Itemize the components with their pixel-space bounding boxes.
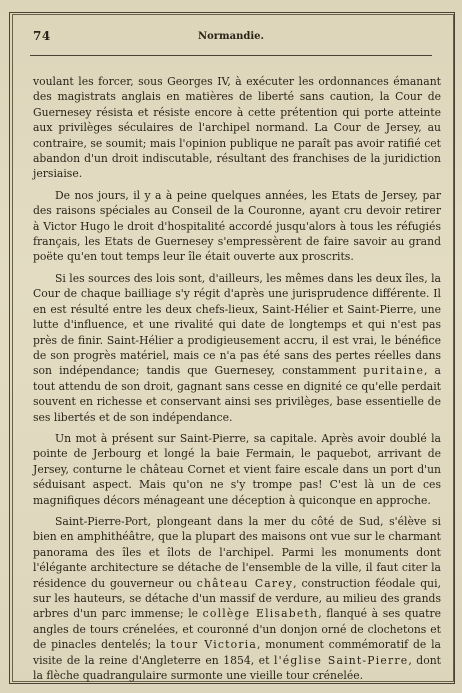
paragraph-1 — [33, 74, 441, 182]
emphasis-college-elisabeth: collège Elisabeth — [202, 607, 319, 621]
paragraph-2 — [33, 188, 441, 265]
text-segment: Si les sources des lois sont, d'ailleurs, les mêmes dans les deux îles, la Cour de chaque bailliage s'y régit d'après une jurisprudence différente. Il en est résulté entre les deux chefs-lieux, Saint-Hélier et Saint-Pierre, une lutte d'influence, et une rivalité qui date de longtemps et qui n'est pas près de finir. Saint-Hélier a prodigieusement accru, il est vrai, le bénéfice de son progrès matériel, mais ce n'a pas été sans des pertes réelles dans son indépendance; tandis que Guernesey, constamment — [33, 271, 441, 378]
text-segment: voulant les forcer, sous Georges IV, à exécuter les ordonnances émanant des magistrats anglais en matières de liberté sans caution, la Cour de Guernesey résista et résiste encore à cette prétention qui porte atteinte aux privilèges séculaires de l'archipel normand. La Cour de Jersey, au contraire, se soumit; mais l'opinion publique ne paraît pas avoir ratifié cet abandon d'un droit indiscutable, résultant des franchises de la juridiction jersiaise. — [33, 75, 441, 181]
text-segment: , monument commémoratif de la visite de la reine d'Angleterre en 1854, et — [33, 638, 441, 667]
text-segment: , a tout attendu de son droit, gagnant sans cesse en dignité ce qu'elle perdait souvent en richesse et conservant ainsi ses privilèges, base essentielle de ses libertés et de son indépendance. — [33, 364, 441, 424]
page-number: 74 — [33, 29, 51, 43]
text-segment: Un mot à présent sur Saint-Pierre, sa capitale. Après avoir doublé la pointe de Jerbourg et longé la baie Fermain, le paquebot, arrivant de Jersey, conturne le château Cornet et vient faire escale dans un port d'un séduisant aspect. Mais qu'on ne s'y trompe pas! C'est là un de ces magnifiques décors ménageant une déception à quiconque en approche. — [33, 431, 441, 507]
header-rule — [30, 55, 432, 56]
text-segment: Saint-Pierre-Port, plongeant dans la mer du côté de Sud, s'élève si bien en amphithéâtre, que la plupart des maisons ont vue sur le charmant panorama des îles et îlots de l'archipel. Parmi les monuments dont l'élégante architecture se détache de l'ensemble de la ville, il faut citer la résidence du gouverneur ou — [33, 514, 441, 590]
running-title: Normandie. — [197, 31, 265, 42]
paragraph-3 — [33, 271, 441, 425]
text-segment: De nos jours, il y a à peine quelques années, les Etats de Jersey, par des raisons spéciales au Conseil de la Couronne, ayant cru devoir retirer à Victor Hugo le droit d'hospitalité accordé jusqu'alors à tous les réfugiés français, les Etats de Guernesey s'empressèrent de faire savoir au grand poëte qu'en tout temps leur île était ouverte aux proscrits. — [33, 188, 441, 264]
text-segment: , construction féodale qui, sur les hauteurs, se détache d'un massif de verdure, au milieu des grands arbres d'un parc immense; le — [33, 576, 441, 621]
text-segment: , dont la flèche quadrangulaire surmonte une vieille tour crénelée. — [33, 653, 441, 683]
emphasis-puritaine: puritaine — [363, 364, 425, 378]
paragraph-5 — [33, 514, 441, 683]
emphasis-tour-victoria: tour Victoria — [170, 638, 258, 652]
emphasis-chateau-carey: château Carey — [196, 576, 294, 590]
text-segment: , flanqué à ses quatre angles de tours crénelées, et couronné d'un donjon orné de clochetons et de pinacles dentelés; la — [33, 607, 441, 652]
body-text — [33, 74, 441, 689]
emphasis-eglise-saint-pierre: l'église Saint-Pierre — [273, 653, 409, 667]
paragraph-4 — [33, 431, 441, 508]
